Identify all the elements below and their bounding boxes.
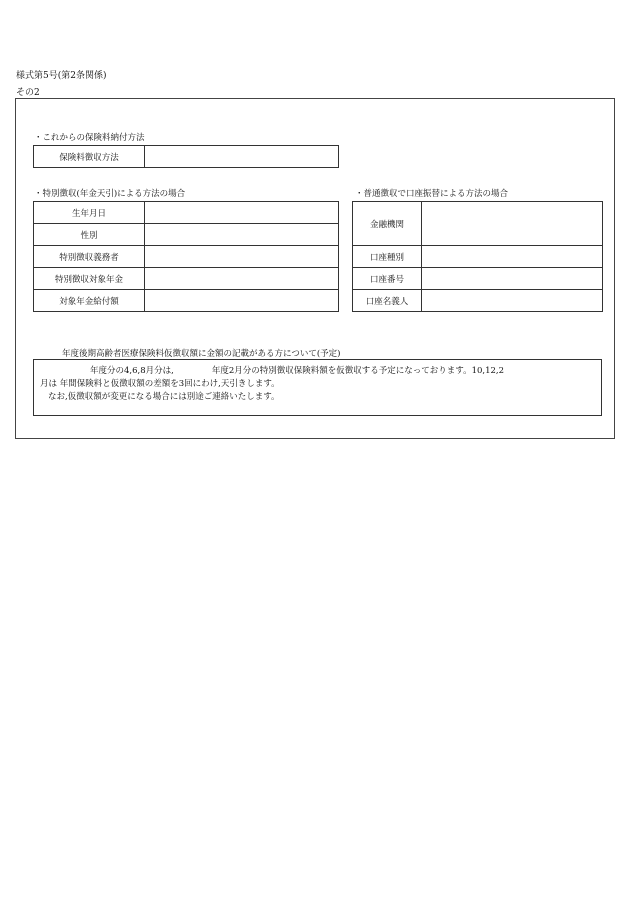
table-row (34, 290, 339, 312)
form-part-label: その2 (16, 88, 40, 98)
table-row (353, 290, 603, 312)
provisional-note-line1-part1: 年度分の4,6,8月分は, (90, 366, 174, 376)
collection-obligor-value[interactable] (145, 246, 339, 268)
provisional-note-line3: なお,仮徴収額が変更になる場合には別途ご連絡いたします。 (48, 392, 280, 402)
target-pension-label: 特別徴収対象年金 (34, 268, 145, 290)
bank-value[interactable] (422, 202, 603, 246)
special-collection-title: ・特別徴収(年金天引)による方法の場合 (34, 189, 186, 199)
account-holder-value[interactable] (422, 290, 603, 312)
table-row (34, 224, 339, 246)
table-row (353, 268, 603, 290)
table-row (34, 202, 339, 224)
bank-label: 金融機関 (353, 202, 422, 246)
collection-obligor-label: 特別徴収義務者 (34, 246, 145, 268)
payment-method-label: 保険料徴収方法 (34, 146, 145, 168)
birthdate-value[interactable] (145, 202, 339, 224)
table-row (34, 268, 339, 290)
account-type-label: 口座種別 (353, 246, 422, 268)
ordinary-collection-title: ・普通徴収で口座振替による方法の場合 (355, 189, 509, 199)
table-row (353, 246, 603, 268)
provisional-note-line1-part2: 年度2月分の特別徴収保険料額を仮徴収する予定になっております。10,12,2 (211, 366, 505, 376)
account-type-value[interactable] (422, 246, 603, 268)
payment-method-table (33, 145, 339, 168)
birthdate-label: 生年月日 (34, 202, 145, 224)
payment-method-value[interactable] (145, 146, 339, 168)
provisional-note-box (33, 359, 602, 416)
provisional-note-line1 (40, 365, 595, 378)
account-number-value[interactable] (422, 268, 603, 290)
pension-amount-label: 対象年金給付額 (34, 290, 145, 312)
pension-amount-value[interactable] (145, 290, 339, 312)
gender-label: 性別 (34, 224, 145, 246)
target-pension-value[interactable] (145, 268, 339, 290)
table-row (34, 146, 339, 168)
provisional-note-title: 年度後期高齢者医療保険料仮徴収額に金額の記載がある方について(予定) (62, 349, 341, 359)
ordinary-collection-table (352, 201, 603, 312)
payment-method-title: ・これからの保険料納付方法 (34, 133, 145, 143)
table-row (353, 202, 603, 246)
gender-value[interactable] (145, 224, 339, 246)
provisional-note-line2: 月は 年間保険料と仮徴収額の差額を3回にわけ,天引きします。 (40, 379, 280, 389)
special-collection-table (33, 201, 339, 312)
table-row (34, 246, 339, 268)
account-holder-label: 口座名義人 (353, 290, 422, 312)
form-number: 様式第5号(第2条関係) (16, 71, 107, 81)
account-number-label: 口座番号 (353, 268, 422, 290)
